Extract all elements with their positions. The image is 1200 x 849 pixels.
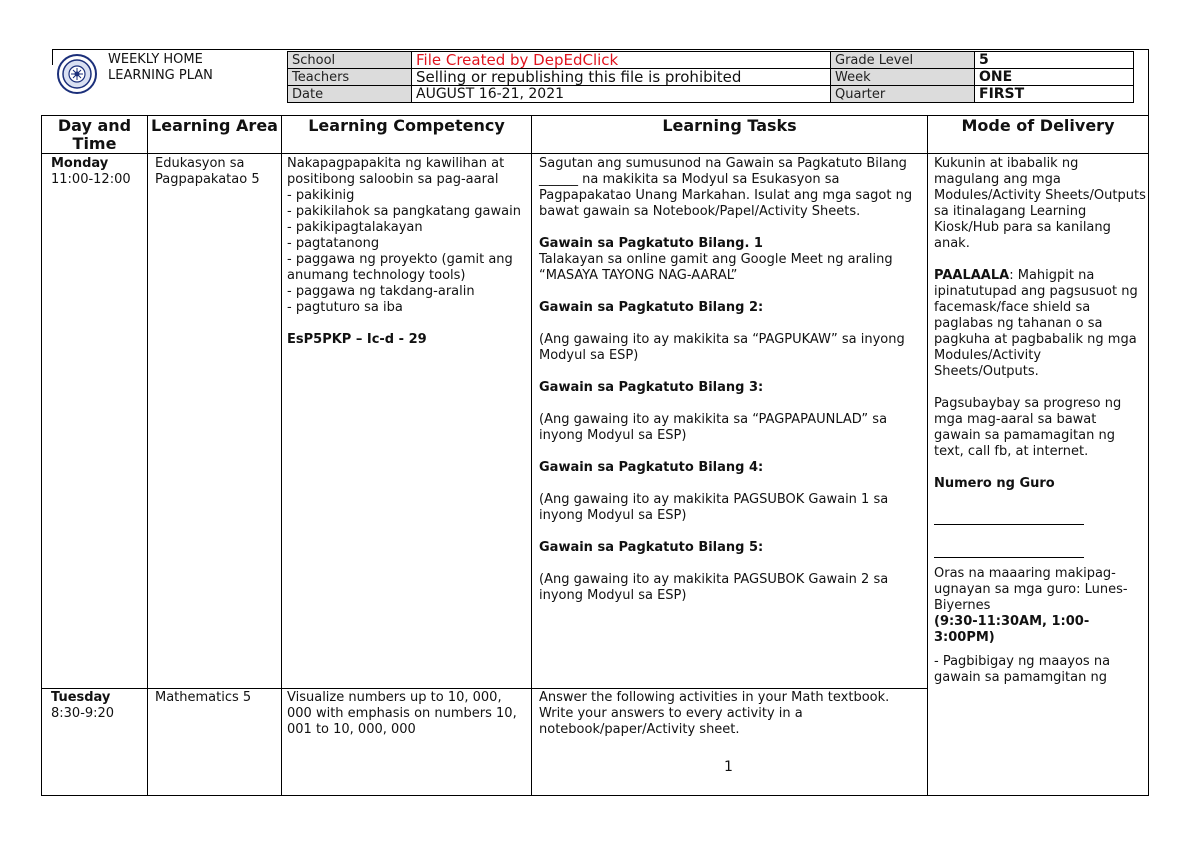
- header-row-divider: [41, 153, 1149, 154]
- task-title: Gawain sa Pagkatuto Bilang 2:: [539, 300, 764, 315]
- tuesday-day-time: [51, 690, 145, 722]
- school-label: School: [288, 52, 412, 69]
- week-label: Week: [831, 69, 975, 86]
- task-title: Gawain sa Pagkatuto Bilang 4:: [539, 460, 764, 475]
- competency-line: - paggawa ng takdang-aralin: [287, 284, 475, 299]
- competency-line: - pakikipagtalakayan: [287, 220, 423, 235]
- paalala-label: PAALAALA: [934, 268, 1010, 283]
- mode-of-delivery: [934, 156, 1146, 686]
- col-header-learning-competency: Learning Competency: [308, 116, 505, 135]
- competency-line: Nakapagpapakita ng kawilihan at positibong saloobin sa pag-aaral: [287, 156, 505, 187]
- task-desc: (Ang gawaing ito ay makikita sa “PAGPUKAW” sa inyong Modyul sa ESP): [539, 332, 905, 363]
- monday-learning-tasks: [539, 156, 923, 604]
- col-divider: [531, 115, 532, 796]
- task-desc: (Ang gawaing ito ay makikita sa “PAGPAPAUNLAD” sa inyong Modyul sa ESP): [539, 412, 888, 443]
- teachers-value: Selling or republishing this file is prohibited: [412, 69, 831, 86]
- monitoring-note: Pagsubaybay sa progreso ng mga mag-aaral sa bawat gawain sa pamamagitan ng text, call fb, at internet.: [934, 396, 1122, 459]
- deped-seal-icon: [57, 54, 97, 94]
- col-header-learning-tasks: Learning Tasks: [662, 116, 797, 135]
- contact-hours-time: (9:30-11:30AM, 1:00-3:00PM): [934, 614, 1090, 645]
- col-header-learning-area: Learning Area: [151, 116, 278, 135]
- grade-level-label: Grade Level: [831, 52, 975, 69]
- teachers-label: Teachers: [288, 69, 412, 86]
- competency-line: - paggawa ng proyekto (gamit ang anumang technology tools): [287, 252, 513, 283]
- col-divider: [147, 115, 148, 796]
- monday-learning-competency: [287, 156, 527, 348]
- date-value: AUGUST 16-21, 2021: [412, 86, 831, 103]
- quarter-value: FIRST: [975, 86, 1134, 103]
- monday-learning-area: Edukasyon sa Pagpapakatao 5: [155, 156, 260, 187]
- page-number: 1: [724, 759, 733, 775]
- day-label: Tuesday: [51, 690, 111, 705]
- task-title: Gawain sa Pagkatuto Bilang 5:: [539, 540, 764, 555]
- col-divider: [281, 115, 282, 796]
- col-divider: [927, 115, 928, 796]
- contact-hours-note: Oras na maaaring makipag-ugnayan sa mga guro: Lunes-Biyernes: [934, 566, 1128, 613]
- time-label: 8:30-9:20: [51, 706, 115, 721]
- row-divider: [41, 688, 927, 689]
- school-value: File Created by DepEdClick: [412, 52, 831, 69]
- day-label: Monday: [51, 156, 109, 171]
- monday-day-time: [51, 156, 145, 188]
- tuesday-delivery-note: - Pagbibigay ng maayos na gawain sa pamamgitan ng: [934, 654, 1111, 685]
- competency-line: - pagtatanong: [287, 236, 380, 251]
- header-info-table: [287, 51, 1134, 103]
- paalala-note: [934, 268, 1146, 380]
- week-value: ONE: [975, 69, 1134, 86]
- plan-title-line1: WEEKLY HOME: [108, 52, 203, 67]
- time-label: 11:00-12:00: [51, 172, 131, 187]
- task-desc: (Ang gawaing ito ay makikita PAGSUBOK Gawain 2 sa inyong Modyul sa ESP): [539, 572, 889, 603]
- competency-line: - pakikinig: [287, 188, 355, 203]
- col-header-mode-of-delivery: Mode of Delivery: [961, 116, 1115, 135]
- date-label: Date: [288, 86, 412, 103]
- header-left-edge: [52, 49, 53, 65]
- competency-code: EsP5PKP – Ic-d - 29: [287, 332, 427, 347]
- task-title: Gawain sa Pagkatuto Bilang. 1: [539, 236, 763, 251]
- task-title: Gawain sa Pagkatuto Bilang 3:: [539, 380, 764, 395]
- tuesday-learning-tasks: Answer the following activities in your Math textbook. Write your answers to every activity in a notebook/paper/Activity sheet.: [539, 690, 890, 737]
- task-desc: Talakayan sa online gamit ang Google Meet ng araling “MASAYA TAYONG NAG-AARAL”: [539, 252, 893, 283]
- paalala-text: : Mahigpit na ipinatutupad ang pagsusuot ng facemask/face shield sa paglabas ng tahanan o sa pagkuha at pagbabalik ng mga Modules/Activity Sheets/Outputs.: [934, 268, 1138, 379]
- delivery-intro: Kukunin at ibabalik ng magulang ang mga Modules/Activity Sheets/Outputs sa itinalagang Learning Kiosk/Hub para sa kanilang anak.: [934, 156, 1146, 251]
- tuesday-learning-area: Mathematics 5: [155, 690, 252, 705]
- tuesday-learning-competency: Visualize numbers up to 10, 000, 000 with emphasis on numbers 10, 001 to 10, 000, 000: [287, 690, 517, 737]
- task-desc: (Ang gawaing ito ay makikita PAGSUBOK Gawain 1 sa inyong Modyul sa ESP): [539, 492, 889, 523]
- quarter-label: Quarter: [831, 86, 975, 103]
- col-header-day-time: Day and Time: [57, 116, 132, 153]
- competency-line: - pakikilahok sa pangkatang gawain: [287, 204, 521, 219]
- plan-title-line2: LEARNING PLAN: [108, 68, 213, 83]
- competency-line: - pagtuturo sa iba: [287, 300, 403, 315]
- teacher-number-label: Numero ng Guro: [934, 476, 1055, 491]
- grade-level-value: 5: [975, 52, 1134, 69]
- plan-title: [108, 52, 278, 84]
- tasks-intro: Sagutan ang sumusunod na Gawain sa Pagkatuto Bilang ______ na makikita sa Modyul sa Esukasyon sa Pagpapakatao Unang Markahan. Isulat ang mga sagot ng bawat gawain sa Notebook/Papel/Activity Sheets.: [539, 156, 913, 219]
